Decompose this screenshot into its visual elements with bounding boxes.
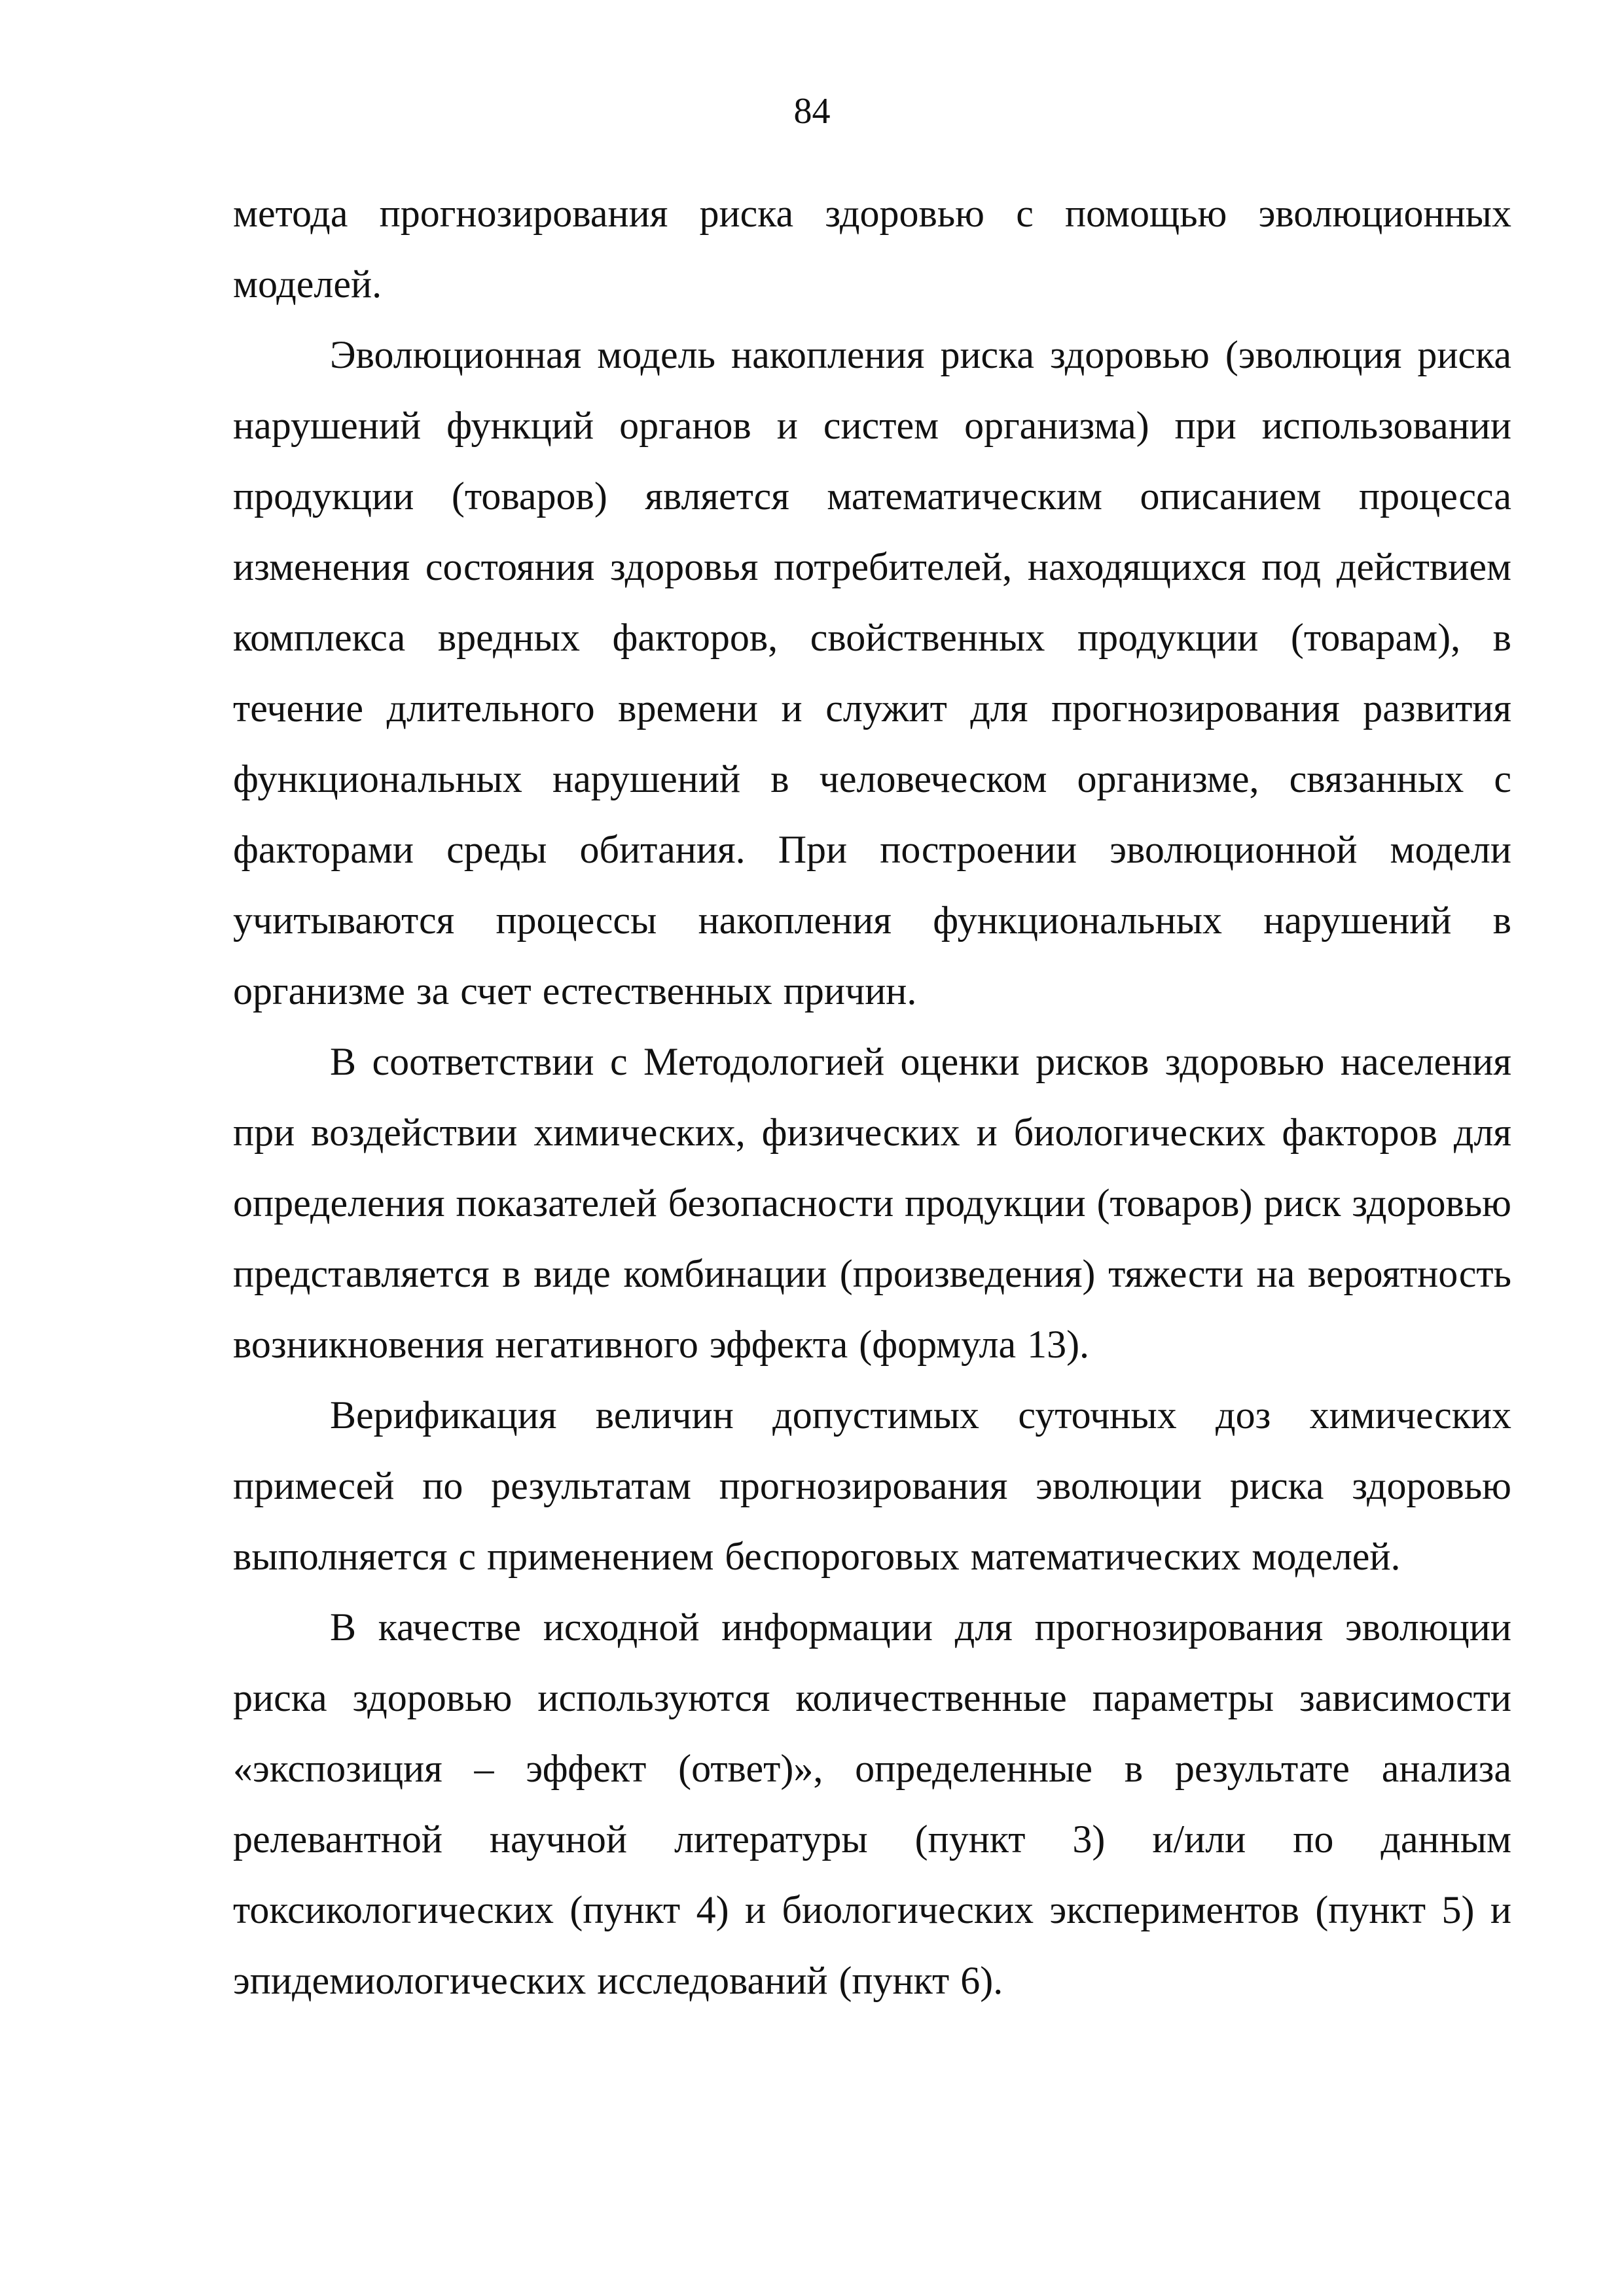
body-text <box>233 178 1511 2016</box>
paragraph-methodology: В соответствии с Методологией оценки рисков здоровью населения при воздействии химических, физических и биологических факторов для определения показателей безопасности продукции (товаров) риск здоровью представляется в виде комбинации (произведения) тяжести на вероятность возникновения негативного эффекта (формула 13). <box>233 1040 1512 1366</box>
paragraph-evolution-model: Эволюционная модель накопления риска здоровью (эволюция риска нарушений функций органов и систем организма) при использовании продукции (товаров) является математическим описанием процесса изменения состояния здоровья потребителей, находящихся под действием комплекса вредных факторов, свойственных продукции (товарам), в течение длительного времени и служит для прогнозирования развития функциональных нарушений в человеческом организме, связанных с факторами среды обитания. При построении эволюционной модели учитываются процессы накопления функциональных нарушений в организме за счет естественных причин. <box>233 333 1511 1013</box>
paragraph-source-information: В качестве исходной информации для прогнозирования эволюции риска здоровью используются количественные параметры зависимости «экспозиция – эффект (ответ)», определенные в результате анализа релевантной научной литературы (пункт 3) и/или по данным токсикологических (пункт 4) и биологических экспериментов (пункт 5) и эпидемиологических исследований (пункт 6). <box>233 1605 1511 2002</box>
paragraph-continuation: метода прогнозирования риска здоровью с помощью эволюционных моделей. <box>233 192 1511 306</box>
paragraph-verification: Верификация величин допустимых суточных доз химических примесей по результатам прогнозирования эволюции риска здоровью выполняется с применением беспороговых математических моделей. <box>233 1393 1511 1578</box>
page-number: 84 <box>793 91 831 132</box>
